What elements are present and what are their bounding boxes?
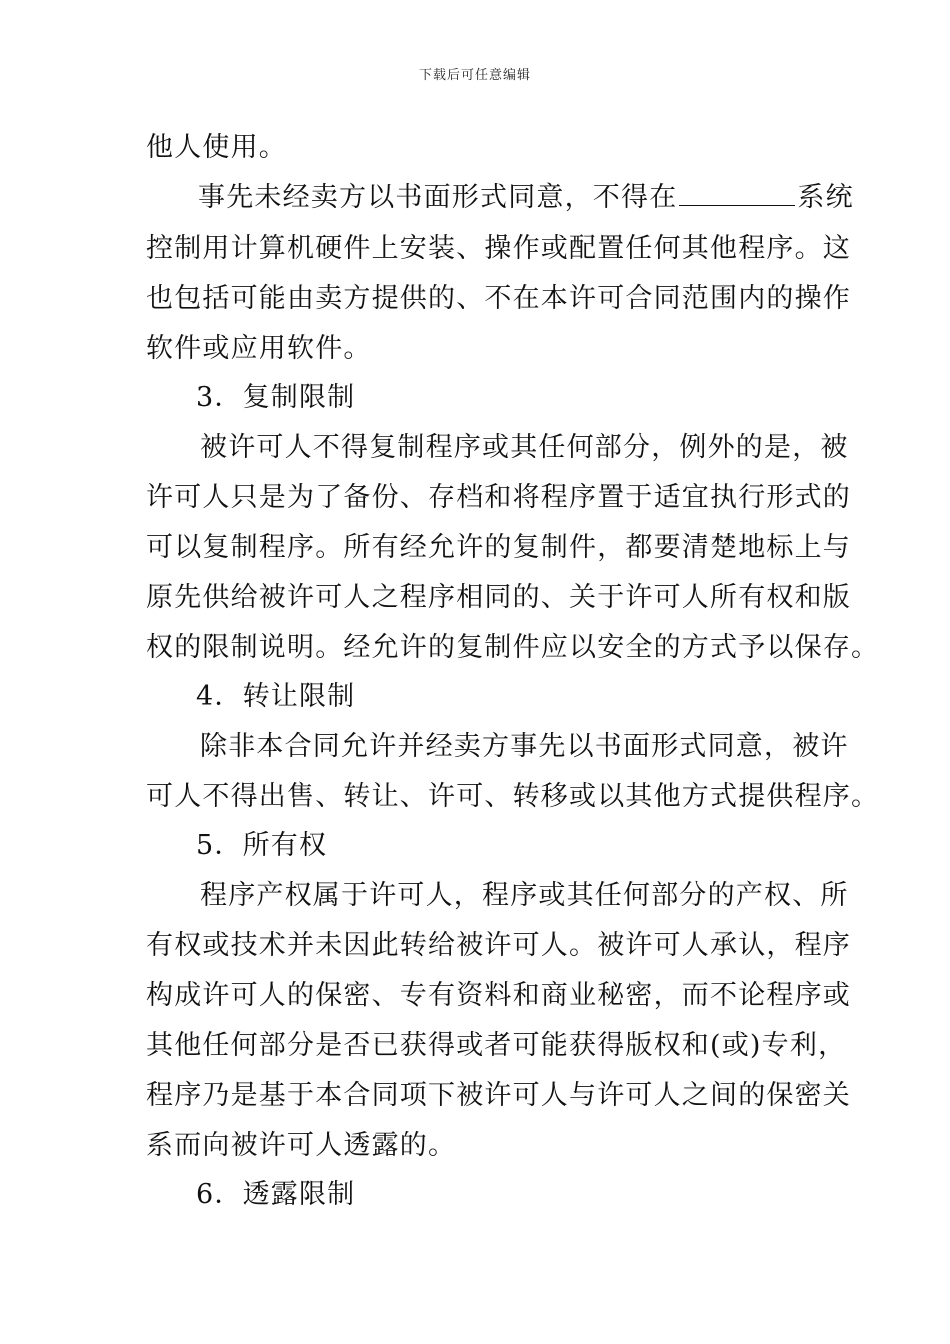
paragraph-line: 构成许可人的保密、专有资料和商业秘密，而不论程序或	[146, 980, 851, 1011]
fill-in-blank	[679, 181, 795, 206]
paragraph-line: 除非本合同允许并经卖方事先以书面形式同意，被许	[200, 731, 849, 762]
section-heading: 3．复制限制	[196, 382, 356, 413]
line-text-before-blank: 事先未经卖方以书面形式同意，不得在	[198, 182, 678, 213]
paragraph-line: 原先供给被许可人之程序相同的、关于许可人所有权和版	[146, 582, 851, 613]
paragraph-line: 被许可人不得复制程序或其任何部分，例外的是，被	[200, 432, 849, 463]
paragraph-line: 可以复制程序。所有经允许的复制件，都要清楚地标上与	[146, 532, 851, 563]
paragraph-line: 程序产权属于许可人，程序或其任何部分的产权、所	[200, 880, 849, 911]
section-heading: 4．转让限制	[196, 681, 356, 712]
section-heading: 6．透露限制	[196, 1179, 356, 1210]
paragraph-line: 可人不得出售、转让、许可、转移或以其他方式提供程序。	[146, 781, 880, 812]
paragraph-line: 系而向被许可人透露的。	[146, 1130, 457, 1161]
paragraph-line: 其他任何部分是否已获得或者可能获得版权和(或)专利，	[146, 1030, 847, 1061]
paragraph-line: 软件或应用软件。	[146, 333, 372, 364]
paragraph-line: 许可人只是为了备份、存档和将程序置于适宜执行形式的	[146, 482, 851, 513]
section-heading: 5．所有权	[196, 830, 328, 861]
paragraph-line: 他人使用。	[146, 132, 287, 163]
page-header: 下载后可任意编辑	[418, 68, 531, 83]
paragraph-line: 有权或技术并未因此转给被许可人。被许可人承认，程序	[146, 930, 851, 961]
paragraph-line: 也包括可能由卖方提供的、不在本许可合同范围内的操作	[146, 283, 851, 314]
paragraph-line-with-blank	[198, 181, 854, 215]
paragraph-line: 权的限制说明。经允许的复制件应以安全的方式予以保存。	[146, 632, 880, 663]
paragraph-line: 控制用计算机硬件上安装、操作或配置任何其他程序。这	[146, 233, 851, 264]
paragraph-line: 程序乃是基于本合同项下被许可人与许可人之间的保密关	[146, 1080, 851, 1111]
line-text-after-blank: 系统	[797, 182, 854, 213]
